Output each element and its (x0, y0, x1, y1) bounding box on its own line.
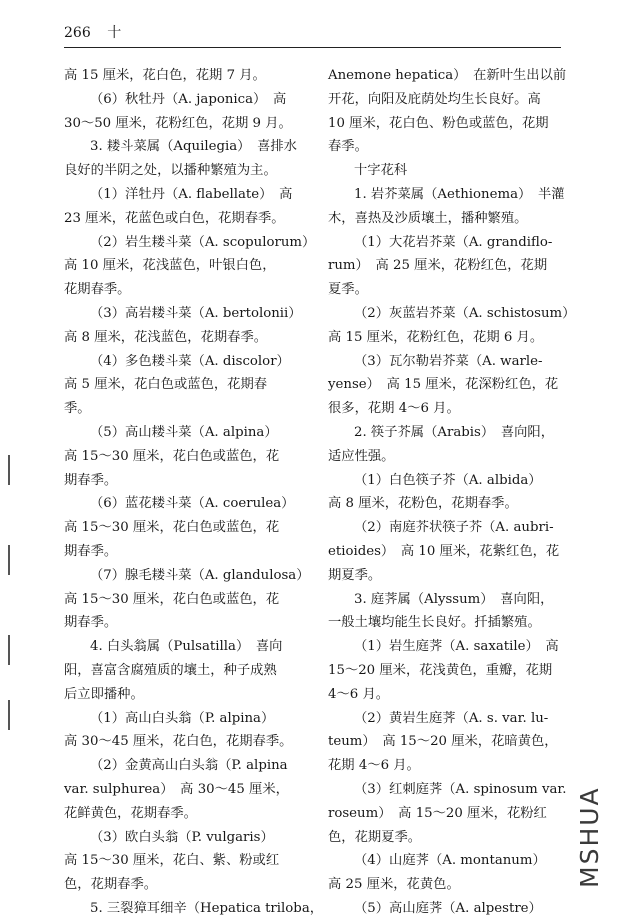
page-number: 266 (64, 25, 91, 41)
text-line: 期春季。 (64, 543, 118, 559)
left-column (64, 64, 324, 921)
text-line: 高 30～45 厘米，花白色，花期春季。 (64, 734, 293, 750)
scan-mark (8, 545, 10, 575)
text-line: 期春季。 (64, 615, 118, 631)
text-line: 很多，花期 4～6 月。 (328, 401, 460, 417)
text-line: （6）秋牡丹（A. japonica） 高 (90, 91, 287, 107)
text-line: （7）腺毛耧斗菜（A. glandulosa） (90, 567, 310, 583)
text-line: 10 厘米，花白色、粉色或蓝色，花期 (328, 115, 549, 131)
text-line: 色，花期春季。 (64, 877, 158, 893)
text-line: （2）金黄高山白头翁（P. alpina (90, 758, 288, 774)
text-line: 高 15～30 厘米，花白、紫、粉或红 (64, 853, 280, 869)
text-line: （1）高山白头翁（P. alpina） (90, 710, 275, 726)
text-line: （4）多色耧斗菜（A. discolor） (90, 353, 290, 369)
text-line: （5）高山庭荠（A. alpestre） (354, 900, 542, 916)
text-line: （1）岩生庭荠（A. saxatile） 高 (354, 639, 559, 655)
text-line: （3）瓦尔勒岩芥菜（A. warle- (354, 353, 543, 369)
genus-heading: 4. 白头翁属（Pulsatilla） 喜向 (90, 639, 283, 655)
text-line: （3）红刺庭荠（A. spinosum var. (354, 781, 567, 797)
genus-heading: 5. 三裂獐耳细辛（Hepatica triloba， (90, 900, 324, 916)
text-line: （2）岩生耧斗菜（A. scopulorum） (90, 234, 316, 250)
text-line: teum） 高 15～20 厘米，花暗黄色， (328, 734, 558, 750)
text-line: 高 15～30 厘米，花白色或蓝色，花 (64, 448, 280, 464)
text-line: （2）黄岩生庭荠（A. s. var. lu- (354, 710, 549, 726)
text-line: 30～50 厘米，花粉红色，花期 9 月。 (64, 115, 292, 131)
text-line: （3）高岩耧斗菜（A. bertolonii） (90, 305, 302, 321)
text-line: 期夏季。 (328, 567, 382, 583)
text-line: roseum） 高 15～20 厘米，花粉红 (328, 805, 547, 821)
text-line: 阳，喜富含腐殖质的壤土，种子成熟 (64, 662, 277, 678)
right-column (328, 64, 576, 921)
scan-mark (8, 635, 10, 665)
text-line: 适应性强。 (328, 448, 395, 464)
text-line: 良好的半阴之处，以播种繁殖为主。 (64, 163, 277, 179)
text-line: （5）高山耧斗菜（A. alpina） (90, 424, 278, 440)
text-line: 后立即播种。 (64, 686, 144, 702)
text-line: 花期 4～6 月。 (328, 758, 420, 774)
page-header (64, 22, 121, 42)
header-rule (64, 47, 561, 48)
text-line: 开花，向阳及庇荫处均生长良好。高 (328, 91, 541, 107)
text-line: 一般土壤均能生长良好。扦插繁殖。 (328, 615, 541, 631)
text-line: rum） 高 25 厘米，花粉红色，花期 (328, 258, 548, 274)
text-line: var. sulphurea） 高 30～45 厘米， (64, 781, 289, 797)
text-line: 15～20 厘米，花浅黄色，重瓣，花期 (328, 662, 553, 678)
text-line: 高 8 厘米，花粉色，花期春季。 (328, 496, 518, 512)
scan-mark (8, 700, 10, 730)
text-line: （2）南庭芥状筷子芥（A. aubri- (354, 520, 554, 536)
text-line: （6）蓝花耧斗菜（A. coerulea） (90, 496, 295, 512)
text-line: （2）灰蓝岩芥菜（A. schistosum） (354, 305, 576, 321)
text-line: （3）欧白头翁（P. vulgaris） (90, 829, 274, 845)
text-line: 春季。 (328, 139, 368, 155)
text-line: 高 15 厘米，花白色，花期 7 月。 (64, 68, 266, 83)
genus-heading: 3. 耧斗菜属（Aquilegia） 喜排水 (90, 139, 297, 155)
text-line: etioides） 高 10 厘米，花紫红色，花 (328, 543, 560, 559)
text-line: （1）白色筷子芥（A. albida） (354, 472, 542, 488)
scan-mark (8, 455, 10, 485)
text-line: 期春季。 (64, 472, 118, 488)
text-line: 色，花期夏季。 (328, 829, 422, 845)
text-line: 木，喜热及沙质壤土，播种繁殖。 (328, 210, 528, 226)
text-line: 高 15～30 厘米，花白色或蓝色，花 (64, 520, 280, 536)
text-line: 高 25 厘米，花黄色。 (328, 877, 460, 893)
running-head: 十 (107, 25, 122, 41)
family-heading: 十字花科 (354, 163, 408, 179)
text-line: 高 15～30 厘米，花白色或蓝色，花 (64, 591, 280, 607)
text-line: Anemone hepatica） 在新叶生出以前 (328, 68, 567, 83)
genus-heading: 3. 庭荠属（Alyssum） 喜向阳， (354, 591, 554, 607)
text-line: 高 10 厘米，花浅蓝色，叶银白色， (64, 258, 276, 274)
text-line: 高 5 厘米，花白色或蓝色，花期春 (64, 377, 268, 393)
text-line: 高 8 厘米，花浅蓝色，花期春季。 (64, 329, 268, 345)
text-line: 4～6 月。 (328, 686, 390, 702)
text-line: 23 厘米，花蓝色或白色，花期春季。 (64, 210, 285, 226)
text-line: 夏季。 (328, 282, 368, 298)
text-line: （1）大花岩芥菜（A. grandiflo- (354, 234, 553, 250)
genus-heading: 2. 筷子芥属（Arabis） 喜向阳， (354, 424, 555, 440)
text-line: 高 15 厘米，花粉红色，花期 6 月。 (328, 329, 544, 345)
text-line: （4）山庭荠（A. montanum） (354, 853, 546, 869)
watermark: MSHUA (575, 786, 604, 888)
text-line: 花期春季。 (64, 282, 131, 298)
text-line: yense） 高 15 厘米，花深粉红色，花 (328, 377, 559, 393)
text-line: （1）洋牡丹（A. flabellate） 高 (90, 186, 293, 202)
text-line: 花鲜黄色，花期春季。 (64, 805, 197, 821)
genus-heading: 1. 岩芥菜属（Aethionema） 半灌 (354, 186, 565, 202)
text-line: 季。 (64, 401, 91, 417)
